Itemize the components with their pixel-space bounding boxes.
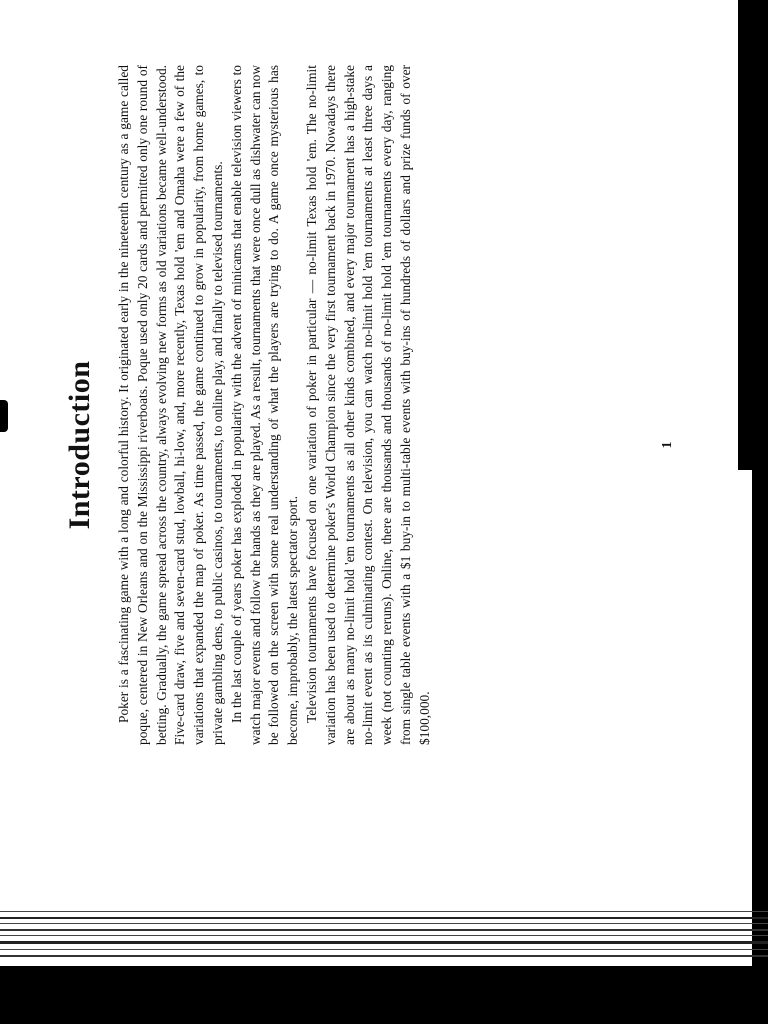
scanner-edge-shadow-lower	[752, 470, 768, 970]
paragraph: Television tournaments have focused on one variation of poker in particular — no-limit Texas hold 'em. The no-limit variation has been used to determine poker's World Champion since the very first tournament back in 1970. Nowadays there are about as many no-limit hold 'em tournaments as all other kinds combined, and every major tournament has a high-stake no-limit event as its culminating contest. On television, you can watch no-limit hold 'em tournaments at least three days a week (not counting reruns). Online, there are thousands and thousands of no-limit hold 'em tournaments every day, ranging from single table events with a $1 buy-in to multi-table events with buy-ins of hundreds of dollars and prize funds of over $100,000.	[303, 65, 432, 745]
paragraph: In the last couple of years poker has exploded in popularity with the advent of minicams that enable television viewers to watch major events and follow the hands as they are played. As a result, tournaments that were once dull as dishwater can now be followed on the screen with some real understanding of what the players are trying to do. A game once mysterious has become, improbably, the latest spectator sport.	[228, 65, 301, 745]
body-text	[115, 65, 435, 745]
scanner-edge-mark	[0, 400, 8, 432]
chapter-title: Introduction	[63, 360, 96, 530]
page-content-rotated	[60, 50, 680, 840]
book-binding-lines	[0, 905, 768, 965]
scanner-edge-shadow	[738, 0, 768, 470]
page-number: 1	[660, 441, 675, 449]
paragraph: Poker is a fascinating game with a long and colorful history. It originated early in the nineteenth century as a game called poque, centered in New Orleans and on the Mississippi riverboats. Poque used only 20 cards and permitted only one round of betting. Gradually, the game spread across the country, always evolving new forms as old variations became well-understood. Five-card draw, five and seven-card stud, lowball, hi-low, and, more recently, Texas hold 'em and Omaha were a few of the variations that expanded the map of poker. As time passed, the game continued to grow in popularity, from home games, to private gambling dens, to public casinos, to tournaments, to online play, and finally to televised tournaments.	[116, 65, 225, 745]
scanner-bottom-band	[0, 966, 768, 1024]
